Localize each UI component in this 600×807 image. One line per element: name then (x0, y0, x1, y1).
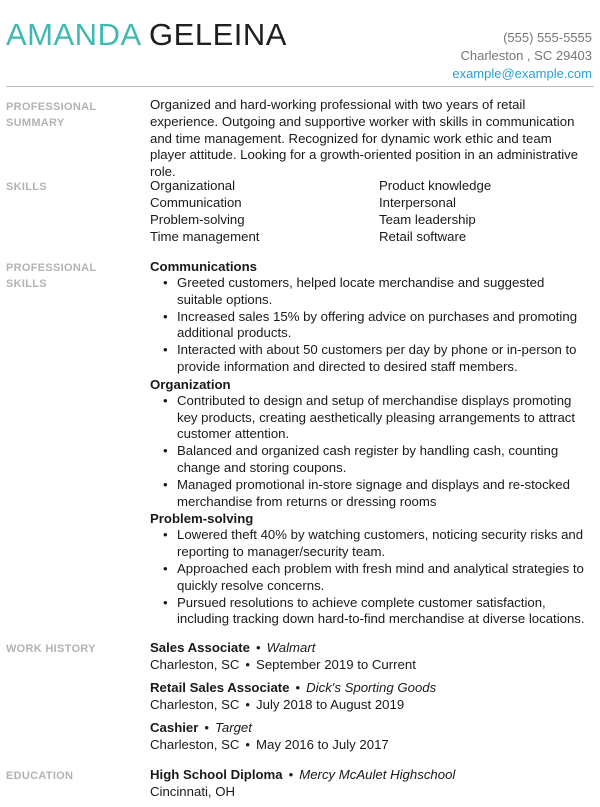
email-link[interactable]: example@example.com (452, 66, 592, 81)
job-title: Retail Sales Associate (150, 680, 290, 695)
bullet-item: • Approached each problem with fresh mind and analytical strategies to quickly resolve concerns. (177, 561, 590, 595)
job-dates: September 2019 to Current (256, 657, 416, 672)
skill-item: Team leadership (379, 212, 476, 227)
skill-group-title: Communications (150, 259, 257, 274)
separator-dot: • (204, 720, 210, 735)
job-location: Charleston, SC (150, 657, 240, 672)
skill-item: Interpersonal (379, 195, 456, 210)
work-history-body (150, 639, 590, 759)
professional-skills-body (150, 258, 590, 628)
bullet-item: • Contributed to design and setup of merchandise displays promoting key products, creating aesthetically pleasing arrangements to attract customer attention. (177, 393, 590, 443)
separator-dot: • (245, 657, 251, 672)
separator-dot: • (288, 767, 294, 782)
company-name: Walmart (266, 640, 316, 655)
bullet-list (150, 393, 590, 511)
job-dates: July 2018 to August 2019 (256, 697, 405, 712)
separator-dot: • (255, 640, 261, 655)
job-entry (150, 719, 590, 753)
separator-dot: • (245, 697, 251, 712)
section-label: PROFESSIONAL SUMMARY (6, 101, 97, 129)
summary-text: Organized and hard-working professional with two years of retail experience. Outgoing and supportive worker with skills in communication and time management. Recognized for dynamic work ethic and team player attitude. Looking for a growth-oriented position in an administrative role. (150, 97, 579, 180)
company-name: Dick's Sporting Goods (306, 680, 437, 695)
degree: High School Diploma (150, 767, 283, 782)
job-title: Sales Associate (150, 640, 250, 655)
job-location: Charleston, SC (150, 697, 240, 712)
location: Charleston , SC 29403 (460, 48, 592, 63)
candidate-name (6, 16, 287, 54)
first-name: AMANDA (6, 17, 140, 52)
education-body (150, 766, 590, 800)
phone: (555) 555-5555 (503, 30, 592, 45)
bullet-list (150, 275, 590, 376)
skill-item: Communication (150, 195, 242, 210)
section-label: WORK HISTORY (6, 643, 96, 655)
section-label: EDUCATION (6, 770, 74, 782)
job-dates: May 2016 to July 2017 (256, 737, 389, 752)
section-label: SKILLS (6, 181, 47, 193)
school-name: Mercy McAulet Highschool (299, 767, 456, 782)
skills-grid (150, 177, 590, 245)
bullet-item: • Balanced and organized cash register by handling cash, counting change and storing coupons. (177, 443, 590, 477)
header-divider (6, 86, 594, 87)
skill-item: Problem-solving (150, 212, 245, 227)
job-title: Cashier (150, 720, 199, 735)
job-entry (150, 679, 590, 713)
skill-item: Time management (150, 229, 260, 244)
bullet-item: • Greeted customers, helped locate merchandise and suggested suitable options. (177, 275, 590, 309)
contact-info (452, 29, 592, 83)
skill-item: Retail software (379, 229, 467, 244)
job-entry (150, 639, 590, 673)
last-name: GELEINA (149, 17, 287, 52)
school-location: Cincinnati, OH (150, 784, 236, 799)
skill-item: Organizational (150, 178, 236, 193)
bullet-list (150, 527, 590, 628)
skill-item: Product knowledge (379, 178, 492, 193)
bullet-item: • Managed promotional in-store signage and displays and re-stocked merchandise from returns or dressing rooms (177, 477, 590, 511)
job-location: Charleston, SC (150, 737, 240, 752)
skill-group-title: Problem-solving (150, 511, 254, 527)
bullet-item: • Interacted with about 50 customers per day by phone or in-person to provide information and directed to desired staff members. (177, 342, 590, 376)
company-name: Target (215, 720, 252, 735)
resume-header (0, 0, 600, 88)
bullet-item: • Lowered theft 40% by watching customers, noticing security risks and reporting to manager/security team. (177, 527, 590, 561)
skill-group-title: Organization (150, 376, 231, 392)
separator-dot: • (245, 737, 251, 752)
bullet-item: • Increased sales 15% by offering advice on purchases and promoting additional products. (177, 309, 590, 343)
bullet-item: • Pursued resolutions to achieve complete customer satisfaction, including tracking down hard-to-find merchandise at diverse locations. (177, 595, 590, 629)
separator-dot: • (295, 680, 301, 695)
section-label: PROFESSIONAL SKILLS (6, 262, 97, 290)
